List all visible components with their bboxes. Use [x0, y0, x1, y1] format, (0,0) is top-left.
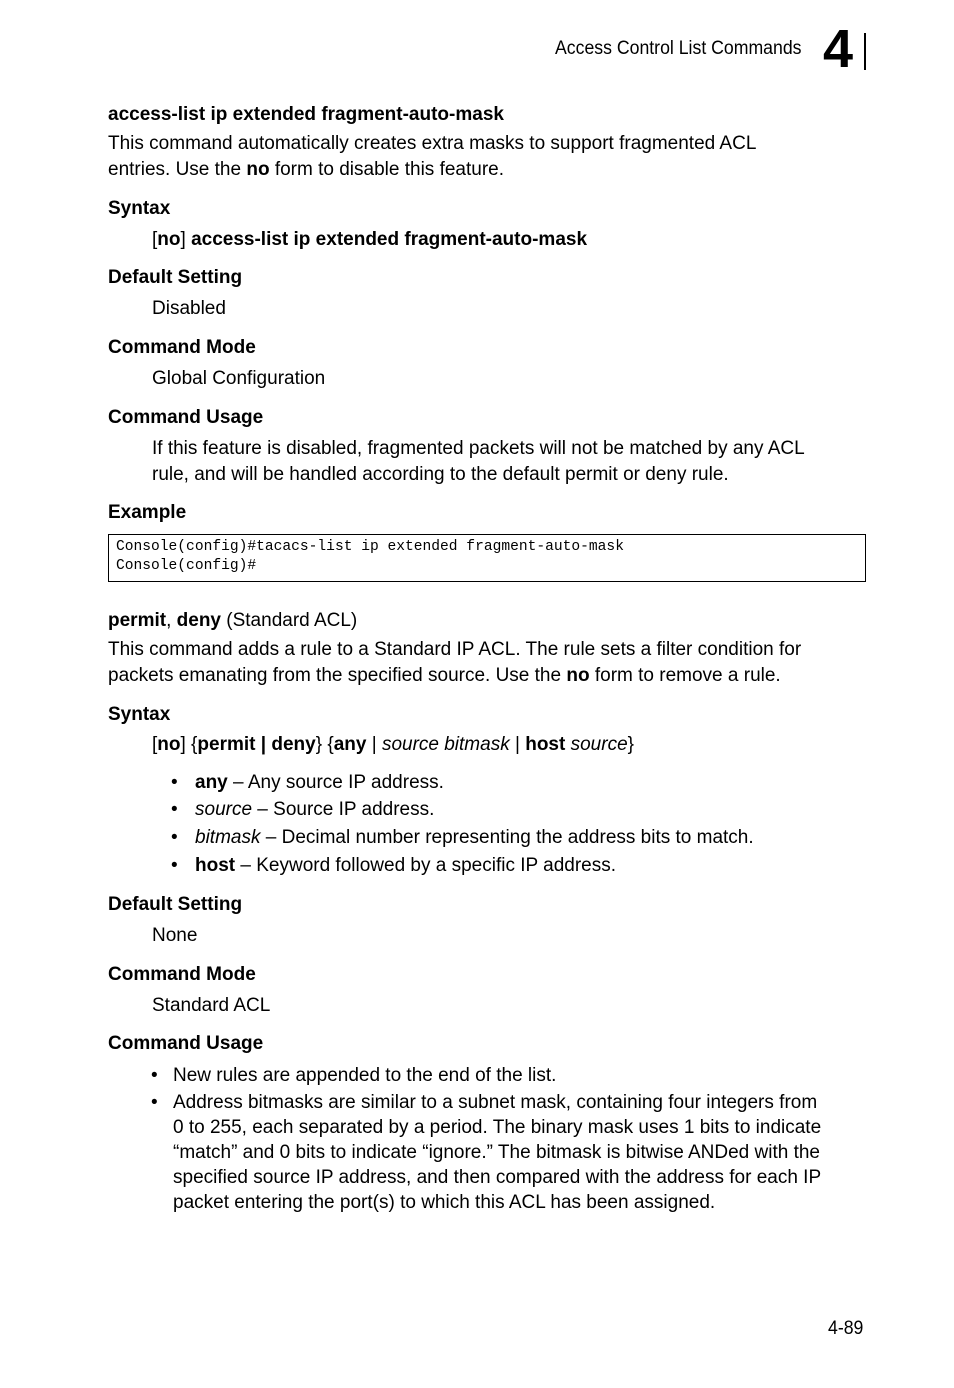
bullet: •	[171, 855, 178, 876]
usage-item-text: specified source IP address, and then compared with the address for each IP	[173, 1167, 822, 1188]
section2-description-line1: This command adds a rule to a Standard IP ACL. The rule sets a filter condition for	[108, 639, 802, 660]
page-number: 4-89	[828, 1318, 864, 1339]
running-header-title: Access Control List Commands	[555, 38, 802, 59]
section1-mode-heading: Command Mode	[108, 337, 256, 358]
section1-example-heading: Example	[108, 502, 187, 523]
command-title-permit-deny: permit, deny (Standard ACL)	[108, 610, 358, 631]
section2-description-line2: packets emanating from the specified source. Use the no form to remove a rule.	[108, 665, 781, 686]
section1-description-line2: entries. Use the no form to disable this feature.	[108, 159, 505, 180]
param-source: source – Source IP address.	[195, 799, 435, 820]
chapter-divider	[864, 33, 866, 70]
section2-mode-value: Standard ACL	[152, 995, 271, 1016]
param-bitmask: bitmask – Decimal number representing the address bits to match.	[195, 827, 754, 848]
section2-mode-heading: Command Mode	[108, 964, 256, 985]
section2-syntax-line: [no] {permit | deny} {any | source bitmask | host source}	[152, 734, 634, 755]
section1-description-line1: This command automatically creates extra masks to support fragmented ACL	[108, 133, 757, 154]
section2-syntax-heading: Syntax	[108, 704, 171, 725]
param-host: host – Keyword followed by a specific IP address.	[195, 855, 617, 876]
section1-usage-heading: Command Usage	[108, 407, 264, 428]
usage-item-text: packet entering the port(s) to which this ACL has been assigned.	[173, 1192, 716, 1213]
section1-default-value: Disabled	[152, 298, 226, 319]
section2-default-value: None	[152, 925, 198, 946]
bullet: •	[171, 827, 178, 848]
bullet: •	[171, 772, 178, 793]
bullet: •	[171, 799, 178, 820]
section1-default-heading: Default Setting	[108, 267, 243, 288]
usage-item-text: New rules are appended to the end of the list.	[173, 1065, 557, 1086]
bullet: •	[151, 1065, 158, 1086]
section1-mode-value: Global Configuration	[152, 368, 326, 389]
section1-usage-line1: If this feature is disabled, fragmented packets will not be matched by any ACL	[152, 438, 805, 459]
section1-syntax-heading: Syntax	[108, 198, 171, 219]
usage-item-text: “match” and 0 bits to indicate “ignore.” The bitmask is bitwise ANDed with the	[173, 1142, 820, 1163]
chapter-number: 4	[823, 19, 854, 79]
param-any: any – Any source IP address.	[195, 772, 444, 793]
command-title-fragment-auto-mask: access-list ip extended fragment-auto-mask	[108, 104, 504, 125]
example-code-box	[108, 534, 866, 582]
usage-item-text: Address bitmasks are similar to a subnet mask, containing four integers from	[173, 1092, 818, 1113]
code-line: Console(config)#	[116, 558, 257, 574]
section2-default-heading: Default Setting	[108, 894, 243, 915]
section1-syntax-line: [no] access-list ip extended fragment-auto-mask	[152, 229, 588, 250]
bullet: •	[151, 1092, 158, 1113]
section2-usage-heading: Command Usage	[108, 1033, 264, 1054]
code-line: Console(config)#tacacs-list ip extended fragment-auto-mask	[116, 539, 624, 555]
section1-usage-line2: rule, and will be handled according to the default permit or deny rule.	[152, 464, 729, 485]
usage-item-text: 0 to 255, each separated by a period. The binary mask uses 1 bits to indicate	[173, 1117, 822, 1138]
